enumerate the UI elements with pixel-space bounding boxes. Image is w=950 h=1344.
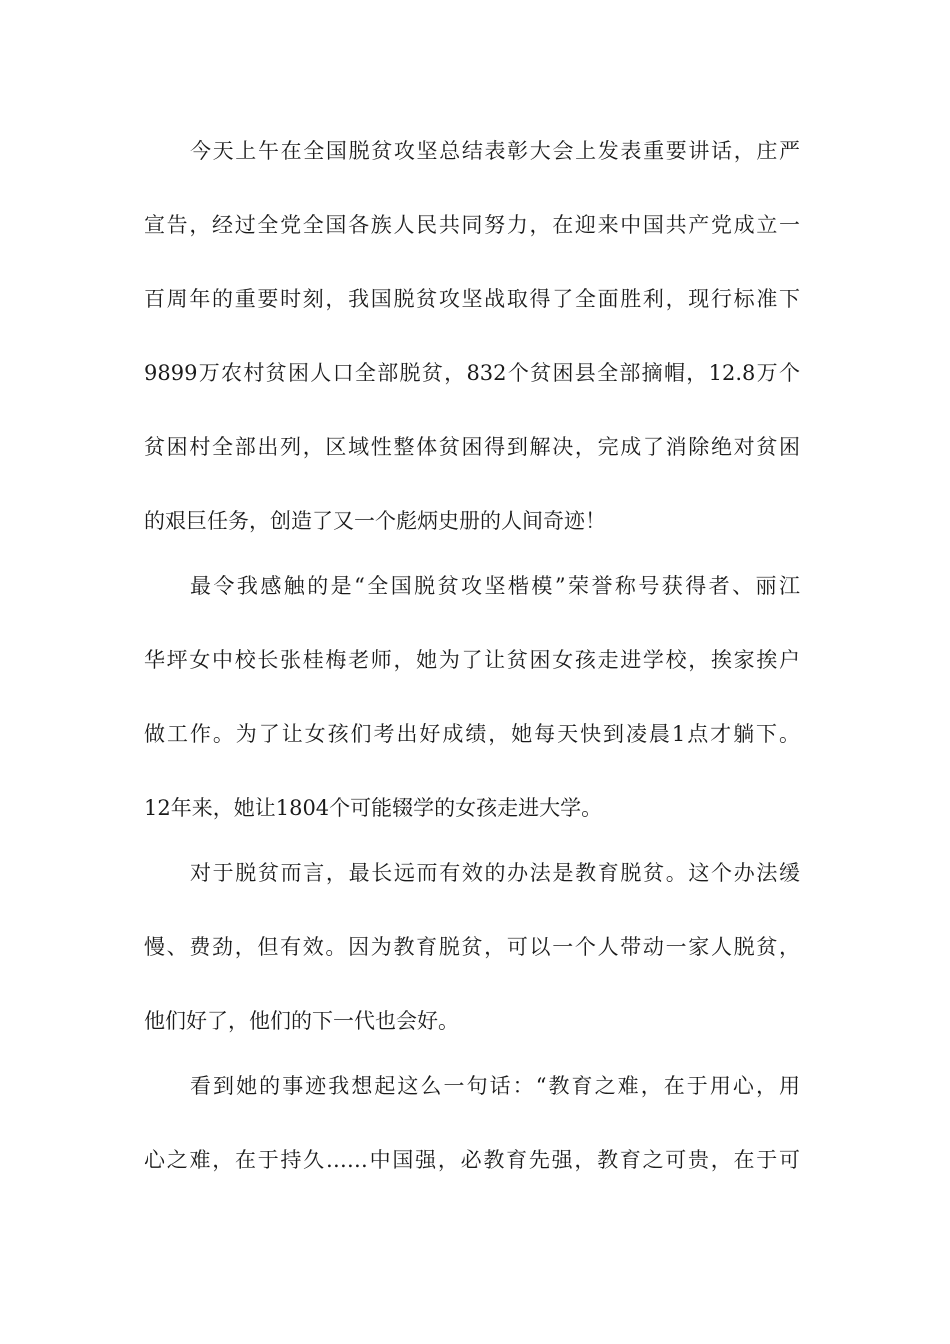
text-line: 看到她的事迹我想起这么一句话：“教育之难，在于用心，用: [190, 1074, 800, 1098]
text-line: 对于脱贫而言，最长远而有效的办法是教育脱贫。这个办法缓: [190, 861, 800, 885]
text-line: 心之难，在于持久……中国强，必教育先强，教育之可贵，在于可: [144, 1148, 800, 1172]
text-line: 宣告，经过全党全国各族人民共同努力，在迎来中国共产党成立一: [144, 213, 800, 237]
text-line: 慢、费劲，但有效。因为教育脱贫，可以一个人带动一家人脱贫，: [144, 935, 800, 959]
text-line: 百周年的重要时刻，我国脱贫攻坚战取得了全面胜利，现行标准下: [144, 287, 800, 311]
text-line: 做工作。为了让女孩们考出好成绩，她每天快到凌晨1点才躺下。: [144, 722, 800, 746]
text-line: 贫困村全部出列，区域性整体贫困得到解决，完成了消除绝对贫困: [144, 435, 800, 459]
text-line: 他们好了，他们的下一代也会好。: [144, 1009, 459, 1033]
text-line: 最令我感触的是“全国脱贫攻坚楷模”荣誉称号获得者、丽江: [190, 574, 800, 598]
text-line: 华坪女中校长张桂梅老师，她为了让贫困女孩走进学校，挨家挨户: [144, 648, 800, 672]
text-line: 9899万农村贫困人口全部脱贫，832个贫困县全部摘帽，12.8万个: [144, 361, 800, 385]
text-line: 的艰巨任务，创造了又一个彪炳史册的人间奇迹！: [144, 509, 606, 533]
text-line: 12年来，她让1804个可能辍学的女孩走进大学。: [144, 796, 603, 820]
text-line: 今天上午在全国脱贫攻坚总结表彰大会上发表重要讲话，庄严: [190, 139, 800, 163]
